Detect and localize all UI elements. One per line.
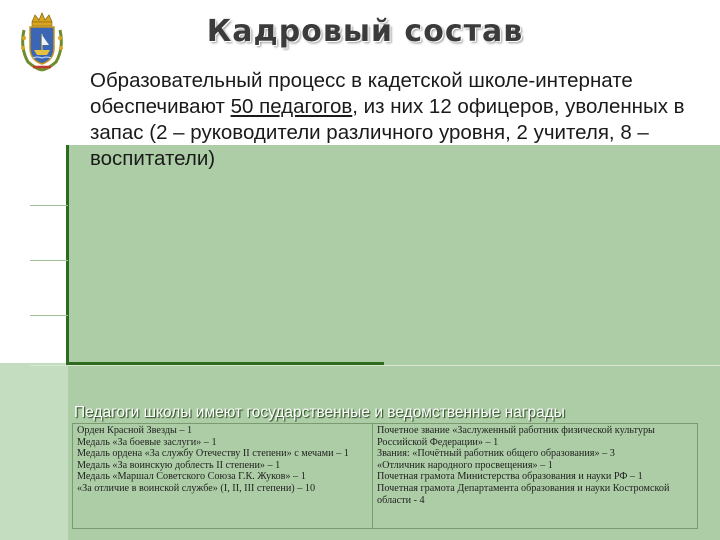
awards-column-state xyxy=(73,424,373,528)
paragraph-text-start: Образовательный процесс в кадетской школе-интернате обеспечивают xyxy=(90,69,633,118)
award-item: Орден Красной Звезды – 1 xyxy=(77,425,193,436)
awards-column-departmental xyxy=(373,424,697,528)
award-item: Медаль «За воинскую доблесть II степени» – 1 xyxy=(77,459,281,471)
staff-paragraph xyxy=(90,68,710,172)
coat-of-arms-icon xyxy=(18,12,66,72)
divider-tick xyxy=(30,205,68,206)
paragraph-underlined-count: 50 педагогов xyxy=(230,95,353,118)
award-item: Почетная грамота Департамента образования и науки Костромской области - 4 xyxy=(377,482,670,506)
award-item: Звания: «Почётный работник общего образования» – 3 xyxy=(377,448,615,460)
page-title: Кадровый состав xyxy=(206,14,524,49)
award-item: Почетная грамота Министерства образования и науки РФ – 1 xyxy=(377,471,643,483)
award-item: Медаль «Маршал Советского Союза Г.К. Жуков» – 1 xyxy=(77,471,306,483)
divider-tick xyxy=(30,315,68,316)
awards-table xyxy=(72,423,698,529)
paragraph-text-end: , из них 12 офицеров, уволенных в запас (2 – руководители различного уровня, 2 учителя, 8 – воспитатели) xyxy=(90,95,685,170)
awards-heading: Педагоги школы имеют государственные и ведомственные награды xyxy=(74,404,565,421)
award-item: Медаль «За боевые заслуги» – 1 xyxy=(77,436,217,448)
award-item: Медаль ордена «За службу Отечеству II степени» с мечами – 1 xyxy=(77,448,349,460)
award-item: «За отличие в воинской службе» (I, II, III степени) – 10 xyxy=(77,482,316,494)
divider-vertical xyxy=(66,145,69,365)
divider-tick xyxy=(30,260,68,261)
award-item: Почетное звание «Заслуженный работник физической культуры Российской Федерации» – 1 xyxy=(377,425,655,448)
divider-light xyxy=(30,365,720,366)
green-side-strip xyxy=(0,363,68,540)
award-item: «Отличник народного просвещения» – 1 xyxy=(377,459,553,471)
